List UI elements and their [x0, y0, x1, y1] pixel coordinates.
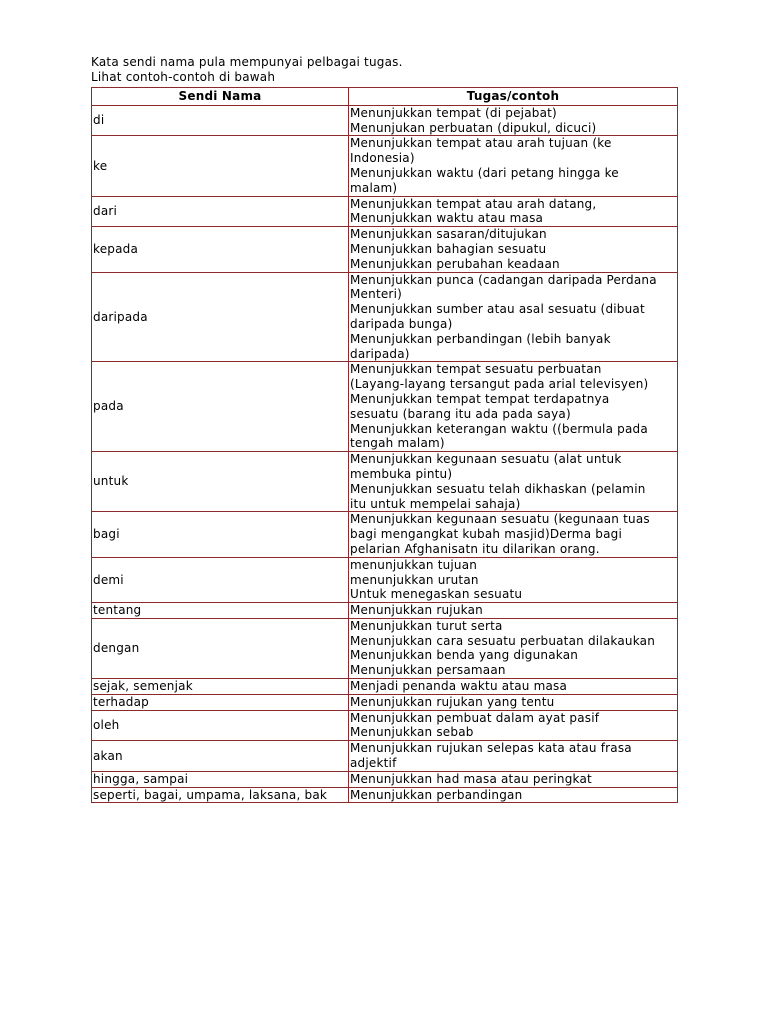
- tugas-contoh-line: Menunjukkan benda yang digunakan: [350, 648, 579, 663]
- tugas-contoh-cell: [349, 227, 678, 272]
- sendi-nama-cell: untuk: [92, 452, 349, 512]
- tugas-contoh-line: Menunjukkan tempat sesuatu perbuatan: [350, 362, 602, 377]
- tugas-contoh-cell: [349, 679, 678, 695]
- tugas-contoh-line: Menunjukan perbuatan (dipukul, dicuci): [350, 120, 597, 135]
- sendi-nama-cell: akan: [92, 741, 349, 772]
- tugas-contoh-line: Menunjukkan tempat tempat terdapatnya: [350, 391, 610, 406]
- tugas-contoh-line: (Layang-layang tersangut pada arial televisyen): [350, 377, 649, 392]
- table-row: [92, 710, 678, 741]
- tugas-contoh-line: Menunjukkan pembuat dalam ayat pasif: [350, 710, 600, 725]
- table-row: [92, 452, 678, 512]
- tugas-contoh-line: Menunjukkan kegunaan sesuatu (alat untuk: [350, 452, 622, 467]
- sendi-nama-cell: hingga, sampai: [92, 771, 349, 787]
- sendi-nama-cell: kepada: [92, 227, 349, 272]
- tugas-contoh-line: sesuatu (barang itu ada pada saya): [350, 406, 571, 421]
- tugas-contoh-cell: [349, 272, 678, 362]
- tugas-contoh-line: malam): [350, 180, 398, 195]
- tugas-contoh-line: Menunjukkan persamaan: [350, 663, 506, 678]
- intro-line-2: Lihat contoh-contoh di bawah: [91, 70, 276, 84]
- header-sendi-nama: Sendi Nama: [92, 88, 349, 106]
- tugas-contoh-line: pelarian Afghanisatn itu dilarikan orang.: [350, 541, 600, 556]
- sendi-nama-cell: di: [92, 105, 349, 136]
- tugas-contoh-line: membuka pintu): [350, 466, 453, 481]
- tugas-contoh-cell: [349, 196, 678, 227]
- tugas-contoh-line: Menunjukkan waktu atau masa: [350, 211, 544, 226]
- tugas-contoh-line: tengah malam): [350, 436, 445, 451]
- sendi-nama-table: [91, 87, 678, 803]
- tugas-contoh-line: itu untuk mempelai sahaja): [350, 496, 521, 511]
- sendi-nama-cell: terhadap: [92, 694, 349, 710]
- table-row: [92, 196, 678, 227]
- tugas-contoh-cell: [349, 771, 678, 787]
- tugas-contoh-cell: [349, 710, 678, 741]
- tugas-contoh-line: adjektif: [350, 756, 397, 771]
- tugas-contoh-line: daripada bunga): [350, 316, 453, 331]
- table-row: [92, 227, 678, 272]
- tugas-contoh-line: Menunjukkan tempat atau arah tujuan (ke: [350, 136, 612, 151]
- document-page: [91, 55, 677, 803]
- tugas-contoh-line: Menunjukkan cara sesuatu perbuatan dilakaukan: [350, 633, 655, 648]
- sendi-nama-cell: daripada: [92, 272, 349, 362]
- tugas-contoh-line: Menunjukkan punca (cadangan daripada Perdana: [350, 272, 657, 287]
- tugas-contoh-line: Menunjukkan rujukan selepas kata atau frasa: [350, 741, 632, 756]
- tugas-contoh-cell: [349, 105, 678, 136]
- sendi-nama-cell: bagi: [92, 512, 349, 557]
- tugas-contoh-line: Menunjukkan turut serta: [350, 618, 503, 633]
- tugas-contoh-cell: [349, 618, 678, 678]
- table-row: [92, 512, 678, 557]
- tugas-contoh-line: Menunjukkan kegunaan sesuatu (kegunaan tuas: [350, 512, 650, 527]
- sendi-nama-cell: ke: [92, 136, 349, 196]
- tugas-contoh-line: Menteri): [350, 287, 402, 302]
- header-tugas-contoh: Tugas/contoh: [349, 88, 678, 106]
- tugas-contoh-line: Menunjukkan waktu (dari petang hingga ke: [350, 165, 619, 180]
- tugas-contoh-line: Menunjukkan sebab: [350, 725, 474, 740]
- tugas-contoh-line: daripada): [350, 346, 410, 361]
- table-row: [92, 557, 678, 602]
- table-row: [92, 694, 678, 710]
- tugas-contoh-line: Menunjukkan tempat (di pejabat): [350, 105, 557, 120]
- tugas-contoh-cell: [349, 694, 678, 710]
- tugas-contoh-cell: [349, 452, 678, 512]
- tugas-contoh-cell: [349, 362, 678, 452]
- table-row: [92, 362, 678, 452]
- tugas-contoh-line: Menunjukkan perbandingan: [350, 787, 523, 802]
- table-body: [92, 105, 678, 803]
- tugas-contoh-cell: [349, 787, 678, 803]
- tugas-contoh-line: Indonesia): [350, 151, 415, 166]
- table-row: [92, 679, 678, 695]
- tugas-contoh-line: menunjukkan tujuan: [350, 557, 478, 572]
- tugas-contoh-line: Menjadi penanda waktu atau masa: [350, 679, 568, 694]
- table-row: [92, 787, 678, 803]
- tugas-contoh-line: Menunjukkan rujukan: [350, 603, 483, 618]
- tugas-contoh-line: Menunjukkan tempat atau arah datang,: [350, 196, 597, 211]
- sendi-nama-cell: oleh: [92, 710, 349, 741]
- sendi-nama-cell: pada: [92, 362, 349, 452]
- sendi-nama-cell: sejak, semenjak: [92, 679, 349, 695]
- tugas-contoh-cell: [349, 557, 678, 602]
- table-row: [92, 618, 678, 678]
- tugas-contoh-line: Untuk menegaskan sesuatu: [350, 587, 523, 602]
- sendi-nama-cell: tentang: [92, 603, 349, 619]
- intro-line-1: Kata sendi nama pula mempunyai pelbagai tugas.: [91, 55, 403, 69]
- table-row: [92, 272, 678, 362]
- tugas-contoh-line: Menunjukkan had masa atau peringkat: [350, 771, 592, 786]
- tugas-contoh-line: Menunjukkan rujukan yang tentu: [350, 694, 555, 709]
- table-header-row: [92, 88, 678, 106]
- tugas-contoh-line: Menunjukkan keterangan waktu ((bermula pada: [350, 421, 648, 436]
- table-row: [92, 136, 678, 196]
- table-row: [92, 771, 678, 787]
- tugas-contoh-cell: [349, 512, 678, 557]
- tugas-contoh-cell: [349, 136, 678, 196]
- tugas-contoh-cell: [349, 603, 678, 619]
- tugas-contoh-line: Menunjukkan sesuatu telah dikhaskan (pelamin: [350, 481, 646, 496]
- sendi-nama-cell: dari: [92, 196, 349, 227]
- tugas-contoh-line: Menunjukkan perbandingan (lebih banyak: [350, 331, 611, 346]
- sendi-nama-cell: demi: [92, 557, 349, 602]
- tugas-contoh-line: Menunjukkan perubahan keadaan: [350, 256, 560, 271]
- tugas-contoh-line: bagi mengangkat kubah masjid)Derma bagi: [350, 527, 622, 542]
- table-row: [92, 105, 678, 136]
- tugas-contoh-line: Menunjukkan sumber atau asal sesuatu (dibuat: [350, 302, 645, 317]
- table-row: [92, 603, 678, 619]
- tugas-contoh-line: Menunjukkan sasaran/ditujukan: [350, 227, 547, 242]
- tugas-contoh-cell: [349, 741, 678, 772]
- sendi-nama-cell: dengan: [92, 618, 349, 678]
- tugas-contoh-line: menunjukkan urutan: [350, 572, 479, 587]
- tugas-contoh-line: Menunjukkan bahagian sesuatu: [350, 241, 547, 256]
- sendi-nama-cell: seperti, bagai, umpama, laksana, bak: [92, 787, 349, 803]
- table-row: [92, 741, 678, 772]
